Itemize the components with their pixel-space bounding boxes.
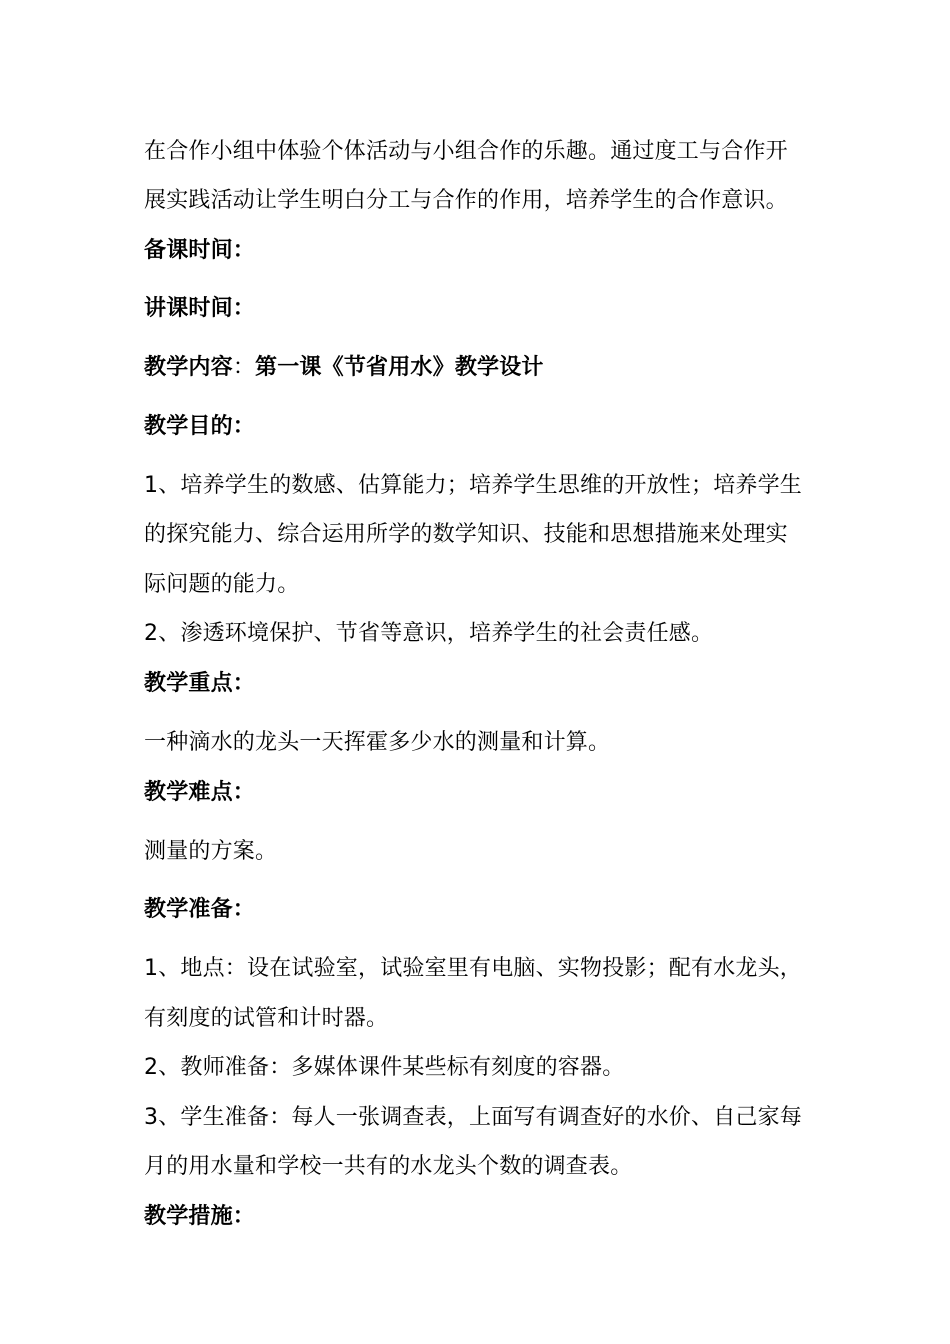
prep-time-heading: 备课时间：: [144, 238, 256, 263]
objective-1-line-1: 1、培养学生的数感、估算能力；培养学生思维的开放性；培养学生: [144, 473, 802, 498]
prep-3-line-1: 3、学生准备：每人一张调查表，上面写有调查好的水价、自己家每: [144, 1105, 802, 1130]
measures-heading: 教学措施：: [144, 1204, 256, 1229]
teaching-content-colon: ：: [232, 355, 256, 380]
prep-3-line-2: 月的用水量和学校一共有的水龙头个数的调查表。: [144, 1154, 633, 1179]
objective-heading: 教学目的：: [144, 414, 256, 439]
intro-line-1: 在合作小组中体验个体活动与小组合作的乐趣。通过度工与合作开: [144, 139, 788, 164]
teaching-content-row: [144, 353, 824, 383]
difficulty-text: 测量的方案。: [144, 839, 278, 864]
lecture-time-heading: 讲课时间：: [144, 296, 256, 321]
intro-line-2: 展实践活动让学生明白分工与合作的作用，培养学生的合作意识。: [144, 188, 788, 213]
preparation-heading: 教学准备：: [144, 897, 256, 922]
objective-1-line-3: 际问题的能力。: [144, 572, 300, 597]
objective-2: 2、渗透环境保护、节省等意识，培养学生的社会责任感。: [144, 621, 714, 646]
key-point-heading: 教学重点：: [144, 671, 256, 696]
difficulty-heading: 教学难点：: [144, 780, 256, 805]
key-point-text: 一种滴水的龙头一天挥霍多少水的测量和计算。: [144, 730, 611, 755]
teaching-content-label: 教学内容: [144, 355, 233, 380]
objective-1-line-2: 的探究能力、综合运用所学的数学知识、技能和思想措施来处理实: [144, 522, 788, 547]
prep-1-line-2: 有刻度的试管和计时器。: [144, 1006, 389, 1031]
prep-1-line-1: 1、地点：设在试验室，试验室里有电脑、实物投影；配有水龙头，: [144, 956, 802, 981]
prep-2: 2、教师准备：多媒体课件某些标有刻度的容器。: [144, 1055, 625, 1080]
teaching-content-value: 第一课《节省用水》教学设计: [255, 355, 544, 380]
